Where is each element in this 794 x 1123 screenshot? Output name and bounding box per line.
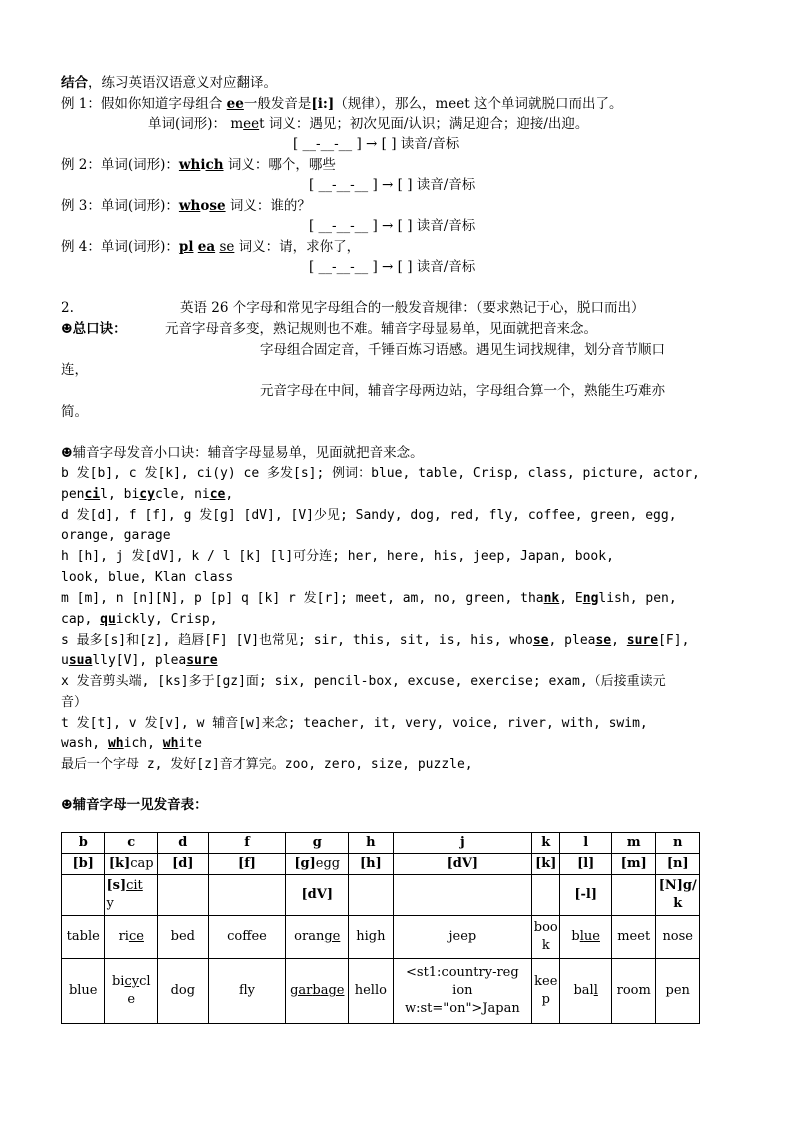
text: 一般发音是 [243,96,312,112]
smiley-icon: ☻ [61,798,73,813]
table-cell: h [349,833,393,854]
rule-line [61,734,202,754]
text: wh [162,736,179,751]
text: ickly, Crisp, [115,612,218,627]
text: , [611,633,627,648]
text: ue [583,929,600,944]
text: cap, [61,612,101,627]
table-cell: [d] [158,854,209,875]
text: 辅音字母发音小口诀：辅音字母显易单，见面就把音来念。 [72,445,424,461]
text: bal [573,983,594,998]
text: , [225,487,234,502]
table-cell: meet [611,916,655,959]
text: , E [559,591,583,606]
text: [g] [294,856,316,871]
text: ce [209,487,226,502]
table-cell: dog [158,959,209,1024]
text: [s] [106,878,127,893]
table-title [61,795,208,816]
text: cl [139,974,151,989]
mnemonic-text: 元音字母在中间，辅音字母两边站，字母组合算一个，熟能生巧难亦 [260,383,665,399]
table-cell: n [656,833,700,854]
text: wh [178,157,201,173]
rule-line [61,651,218,671]
text: wh [178,198,201,214]
smiley-icon: ☻ [61,446,73,461]
table-cell [349,875,393,916]
text: 词义：请，求你了， [234,239,361,255]
text: cy [139,487,155,502]
rule-line: d 发[d], f [f], g 发[g] [dV], [V]少见; Sandy, dog, red, fly, coffee, green, egg, [61,508,677,523]
text: 例 3：单词(词形)： [61,198,179,214]
text: boo [533,920,558,935]
text: e [127,992,136,1007]
text: （规律），那么，meet 这个单词就脱口而出了。 [334,96,623,112]
text: ri [118,929,129,944]
table-cell: table [62,916,105,959]
rule-line: t 发[t], v 发[v], w 辅音[w]来念; teacher, it, very, voice, river, with, swim, [61,716,648,731]
text: [F], [658,633,690,648]
mnemonic-text: 字母组合固定音，千锤百炼习语感。遇见生词找规律，划分音节顺口 [260,342,665,358]
text: p [541,992,550,1007]
table-cell: [l] [560,854,612,875]
text: a [320,983,329,998]
table-cell [393,959,532,1024]
table-cell [208,875,286,916]
table-cell [158,875,209,916]
rule-line [61,610,218,630]
text: cy [124,974,140,989]
text: 辅音字母一见发音表： [72,797,208,813]
text: w:st="on">Japan [404,1001,520,1016]
text: gar [290,983,313,998]
text: u [61,653,69,668]
text: ge [328,983,345,998]
table-cell: c [105,833,158,854]
text: se [532,633,549,648]
text: qu [100,612,116,627]
text: ci [126,878,138,893]
table-cell [532,875,560,916]
rule-line: x 发音剪头端, [ks]多于[gz]面; six, pencil-box, excuse, exercise; exam,（后接重读元 [61,674,666,689]
rule-line: look, blue, Klan class [61,570,234,585]
text: cap [130,856,154,871]
text: ce [128,929,144,944]
text: lly[V], plea [92,653,187,668]
table-cell: hello [349,959,393,1024]
table-cell: [-l] [560,875,612,916]
example-2-line [61,155,336,175]
section-title: 英语 26 个字母和常见字母组合的一般发音规律：（要求熟记于心，脱口而出） [180,300,645,316]
table-cell: nose [656,916,700,959]
text: g/ [682,878,697,893]
mnemonic-text: 元音字母音多变，熟记规则也不难。辅音字母显易单，见面就把音来念。 [165,321,597,337]
text: <st1:country-reg [406,965,519,980]
text: 词义：哪个，哪些 [223,157,336,173]
table-cell [393,875,532,916]
text: bi [111,974,125,989]
intro-line-1 [61,73,277,93]
text: ee [226,96,244,112]
mnemonic-text: 简。 [61,404,88,420]
text: ng [582,591,599,606]
table-row [62,833,700,854]
table-cell: m [611,833,655,854]
text: , plea [548,633,596,648]
text: ge [324,929,341,944]
table-cell [286,854,349,875]
text: 词义：谁的？ [225,198,311,214]
mnemonic-text: 连， [61,362,88,378]
table-cell: k [532,833,560,854]
table-cell: [h] [349,854,393,875]
text: 例 2：单词(词形)： [61,157,179,173]
table-cell [611,875,655,916]
text: ch [205,157,224,173]
table-cell: [dV] [286,875,349,916]
text: lish, pen, [598,591,677,606]
table-cell: l [560,833,612,854]
text: oran [294,929,325,944]
table-cell [62,875,105,916]
text: k [541,938,550,953]
table-cell: [k] [532,854,560,875]
text: cle, ni [154,487,210,502]
text: kee [534,974,558,989]
table-cell: [n] [656,854,700,875]
text: m [m], n [n][N], p [p] q [k] r 发[r]; meet, am, no, green, tha [61,591,544,606]
text: [i:] [311,96,335,112]
example-3-blank: [ __-__-__ ] → [ ] 读音/音标 [309,218,476,234]
table-cell: high [349,916,393,959]
text: l [579,929,584,944]
example-4-blank: [ __-__-__ ] → [ ] 读音/音标 [309,259,476,275]
table-row [62,875,700,916]
table-row [62,959,700,1024]
table-cell [656,875,700,916]
text: wash, [61,736,108,751]
text: k [673,896,683,911]
table-cell [286,959,349,1024]
table-cell [560,959,612,1024]
rule-line [61,631,689,651]
table-cell: b [62,833,105,854]
table-cell: jeep [393,916,532,959]
table-cell: j [393,833,532,854]
example-1-line [61,94,623,114]
table-cell: blue [62,959,105,1024]
table-cell: [m] [611,854,655,875]
text: pl [178,239,194,255]
text: t 词义：遇见；初次见面/认识；满足迎合；迎接/出迎。 [259,116,589,132]
mnemonic-line-1 [61,319,127,340]
text: l [593,983,598,998]
table-row [62,916,700,959]
example-1-blank: [ __-__-__ ] → [ ] 读音/音标 [293,136,460,152]
text: sure [186,653,218,668]
text: 例 1：假如你知道字母组合 [61,96,227,112]
text: 单词(词形)： m [148,116,244,132]
example-1-word [148,114,588,134]
table-cell [532,959,560,1024]
table-cell: bed [158,916,209,959]
text: t [137,878,143,893]
text: [N] [658,878,683,893]
text: b [571,929,580,944]
rule-line: 最后一个字母 z, 发好[z]音才算完。zoo, zero, size, puzzle, [61,757,473,772]
table-cell: g [286,833,349,854]
text: [k] [108,856,131,871]
table-cell [105,854,158,875]
table-row [62,854,700,875]
table-cell [560,916,612,959]
rule-line: b 发[b], c 发[k], ci(y) ce 多发[s]; 例词：blue, table, Crisp, class, picture, actor, [61,466,700,481]
text: s 最多[s]和[z], 趋唇[F] [V]也常见; sir, this, sit, is, his, who [61,633,533,648]
rule-line [61,589,677,609]
text: i [200,157,206,173]
text: nk [543,591,560,606]
table-cell [286,916,349,959]
text: se [595,633,612,648]
intro-text: ，练习英语汉语意义对应翻译。 [88,75,277,91]
table-cell [105,916,158,959]
text: ite [178,736,202,751]
rule-line: orange, garage [61,528,171,543]
text: egg [315,856,341,871]
text: ich, [123,736,163,751]
text: pen [61,487,85,502]
text: o [200,198,210,214]
text: 例 4：单词(词形)： [61,239,179,255]
table-cell [105,875,158,916]
text: wh [107,736,124,751]
consonant-table [61,832,700,1024]
text: ion [452,983,473,998]
table-cell: pen [656,959,700,1024]
text: se [219,239,235,255]
intro-bold: 结合 [61,75,88,91]
smiley-icon: ☻ [61,322,73,337]
table-cell: fly [208,959,286,1024]
rule-line: h [h], j 发[dV], k / l [k] [l]可分连; her, here, his, jeep, Japan, book, [61,549,614,564]
rule-line: 音） [61,695,88,710]
table-cell: d [158,833,209,854]
consonant-rules-title [61,443,424,464]
table-cell [532,916,560,959]
table-cell: room [611,959,655,1024]
text: y [106,896,114,911]
section-number: 2. [61,300,74,316]
table-cell: f [208,833,286,854]
text: sure [626,633,659,648]
text: se [209,198,226,214]
table-cell: coffee [208,916,286,959]
table-cell: [dV] [393,854,532,875]
text: sua [68,653,93,668]
example-2-blank: [ __-__-__ ] → [ ] 读音/音标 [309,177,476,193]
table-cell: [f] [208,854,286,875]
text: ci [84,487,101,502]
table-cell: [b] [62,854,105,875]
example-3-line [61,196,311,216]
rule-line [61,485,233,505]
text: ee [243,116,260,132]
example-4-line [61,237,360,257]
mnemonic-heading: 总口诀： [72,321,127,337]
table-cell [105,959,158,1024]
text: b [312,983,321,998]
text: ea [197,239,216,255]
text: l, bi [100,487,140,502]
